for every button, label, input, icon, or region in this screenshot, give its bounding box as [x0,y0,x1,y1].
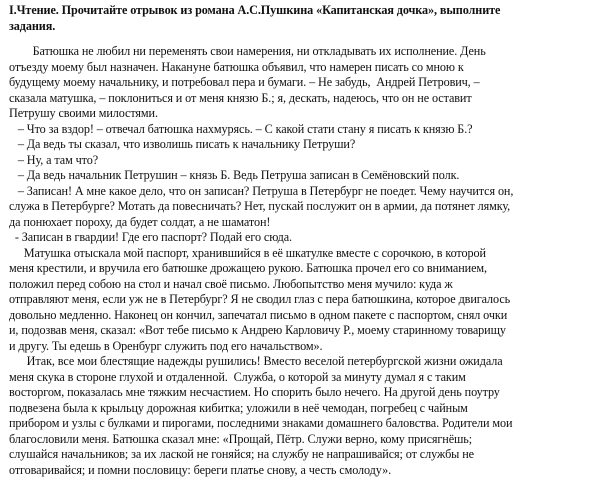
novel-excerpt [9,44,596,478]
dialogue-line: – Да ведь начальник Петрушин – князь Б. Ведь Петруша записан в Семёновский полк. [9,168,460,182]
task-heading-line: I.Чтение. Прочитайте отрывок из романа А.С.Пушкина «Капитанская дочка», выполните [9,3,501,17]
excerpt-line: довольно медленно. Наконец он кончил, запечатал письмо в одном пакете с паспортом, снял очки [9,307,508,322]
excerpt-line: положил перед собою на стол и начал своё письмо. Любопытство меня мучило: куда ж [9,276,453,291]
task-heading [9,3,596,34]
excerpt-line: Итак, все мои блестящие надежды рушились! Вместо веселой петербургской жизни ожидала [9,354,503,368]
excerpt-line: будущему моему начальнику, и потребовал пера и бумаги. – Не забудь, Андрей Петрович, – [9,75,480,89]
excerpt-line: Матушка отыскала мой паспорт, хранившийся в её шкатулке вместе с сорочкою, в которой [9,245,486,260]
excerpt-line: Петрушу своими милостями. [9,106,158,120]
excerpt-line: подвезена была к крыльцу дорожная кибитка; уложили в неё чемодан, погребец с чайным [9,400,468,415]
excerpt-line: сказала матушка, – поклониться и от меня князю Б.; я, дескать, надеюсь, что он не оставит [9,90,472,105]
excerpt-line: меня крестили, и вручила его батюшке дрожащею рукою. Батюшка прочел его со вниманием, [9,261,487,275]
excerpt-line: служа в Петербурге? Мотать да повесничать? Нет, пускай послужит он в армии, да потянет лямку, [9,199,511,213]
excerpt-line: да понюхает пороху, да будет солдат, а не шаматон! [9,214,271,229]
dialogue-line: - Записан в гвардии! Где его паспорт? Подай его сюда. [9,230,292,244]
dialogue-line: – Что за вздор! – отвечал батюшка нахмурясь. – С какой стати стану я писать к князю Б.? [9,121,473,136]
excerpt-line: отговаривайся; и помни пословицу: береги платье снову, а честь смолоду». [9,462,392,477]
excerpt-line: прибором и узлы с булками и пирогами, последними знаками домашнего баловства. Родители мои [9,416,513,430]
excerpt-line: слушайся начальников; за их лаской не гоняйся; на службу не напрашивайся; от службы не [9,447,474,461]
dialogue-line: – Ну, а там что? [9,152,99,167]
excerpt-line: меня скука в стороне глухой и отдаленной. Служба, о которой за минуту думал я с таким [9,369,466,384]
dialogue-line: – Да ведь ты сказал, что изволишь писать к начальнику Петруши? [9,137,356,151]
task-heading-line: задания. [9,18,56,33]
excerpt-line: и другу. Ты едешь в Оренбург служить под его начальством». [9,338,323,353]
excerpt-line: Батюшка не любил ни переменять свои намерения, ни откладывать их исполнение. День [9,44,486,58]
excerpt-line: восторгом, показалась мне тяжким несчастием. Но спорить было нечего. На другой день поутру [9,385,500,399]
excerpt-line: и, подозвав меня, сказал: «Вот тебе письмо к Андрею Карловичу Р., моему старинному товарищу [9,323,506,337]
excerpt-line: благословили меня. Батюшка сказал мне: «Прощай, Пётр. Служи верно, кому присягнёшь; [9,431,473,446]
excerpt-line: отъезду моему был назначен. Накануне батюшка объявил, что намерен писать со мною к [9,59,464,74]
excerpt-line: отправляют меня, если уж не в Петербург? Я не сводил глаз с пера батюшкина, которое двигалось [9,292,511,306]
dialogue-line: – Записан! А мне какое дело, что он записан? Петруша в Петербург не поедет. Чему научится он, [9,183,514,198]
